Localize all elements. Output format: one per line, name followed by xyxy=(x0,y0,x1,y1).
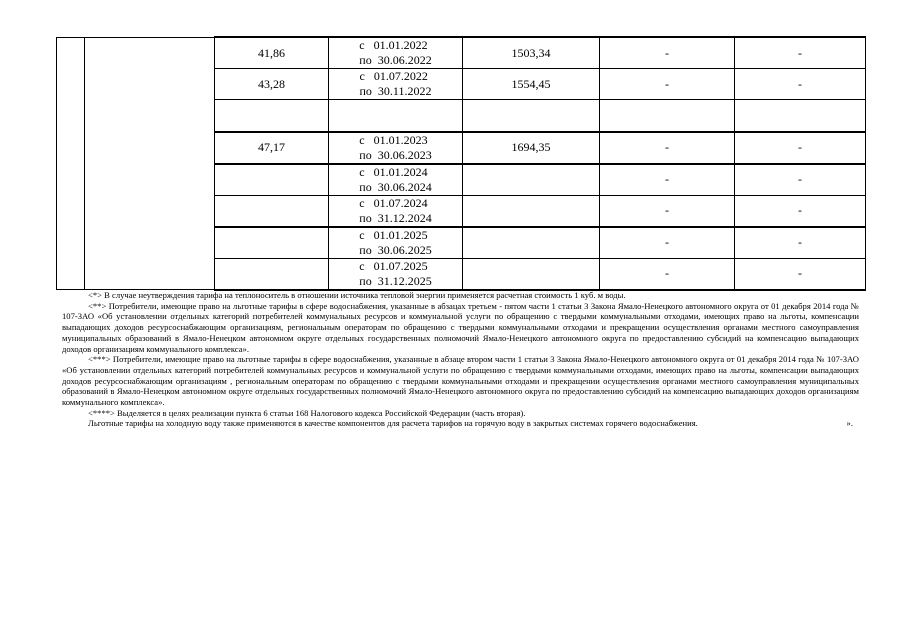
col6-value: - xyxy=(735,37,866,69)
col6-value: - xyxy=(735,258,866,290)
period-cell xyxy=(329,164,463,196)
col5-value: - xyxy=(600,37,735,69)
footnotes xyxy=(62,290,859,429)
period-to: по 31.12.2024 xyxy=(359,210,432,225)
col6-value: - xyxy=(735,164,866,196)
period-from: с 01.01.2022 xyxy=(359,38,428,52)
tariff-value xyxy=(215,100,329,132)
table-row xyxy=(57,37,866,69)
tariff-value xyxy=(215,195,329,227)
footnote-5-text: Льготные тарифы на холодную воду также применяются в качестве компонентов для расчета тарифов на горячую воду в закрытых системах горячего водоснабжения. xyxy=(88,418,698,429)
period-from: с 01.01.2024 xyxy=(359,164,428,179)
tariff-table xyxy=(56,36,866,291)
period-cell xyxy=(329,132,463,164)
tariff-value xyxy=(215,227,329,259)
period-to: по 30.11.2022 xyxy=(359,84,432,98)
closing-quote-mark: ». xyxy=(846,418,853,429)
period-from: с 01.07.2024 xyxy=(359,195,428,210)
col6-value: - xyxy=(735,69,866,100)
period-to: по 31.12.2025 xyxy=(359,273,432,288)
period-from: с 01.01.2023 xyxy=(359,132,428,147)
period-cell xyxy=(329,69,463,100)
col5-value: - xyxy=(600,132,735,164)
col5-value: - xyxy=(600,227,735,259)
col6-value: - xyxy=(735,132,866,164)
amount-value: 1694,35 xyxy=(463,132,600,164)
amount-value xyxy=(463,100,600,132)
period-cell xyxy=(329,258,463,290)
footnote-4: <****> Выделяется в целях реализации пункта 6 статьи 168 Налогового кодекса Российской Федерации (часть вторая). xyxy=(88,407,526,418)
footnote-5 xyxy=(62,418,859,429)
col6-value: - xyxy=(735,195,866,227)
tariff-value: 43,28 xyxy=(215,69,329,100)
period-from: с 01.07.2025 xyxy=(359,258,428,273)
footnote-2: <**> Потребители, имеющие право на льготные тарифы в сфере водоснабжения, указанные в абзацах третьем - пятом части 1 статьи 3 Закона Ямало-Ненецкого автономного округа от 01 декабря 2014 года № 107-ЗАО «Об установлении отдельных категорий потребителей коммунальных ресурсов и коммунальной услуги по обращению с твердыми коммунальными отходами, имеющих право на льготы, компенсации выпадающих доходов ресурсоснабжающим организациям, региональным операторам по обращению с твердыми коммунальными отходами и прекращении осуществления органами местного самоуправления муниципальных образований в Ямало-Ненецком автономном округе отдельных государственных полномочий Ямало-Ненецкого автономного округа по предоставлению субсидий на компенсацию выпадающих доходов организациям коммунального комплекса». xyxy=(62,300,859,354)
amount-value xyxy=(463,195,600,227)
period-cell xyxy=(329,195,463,227)
col6-value: - xyxy=(735,227,866,259)
period-to: по 30.06.2023 xyxy=(359,147,432,162)
merged-cell-number xyxy=(57,37,85,290)
col5-value: - xyxy=(600,69,735,100)
tariff-value xyxy=(215,258,329,290)
col5-value xyxy=(600,100,735,132)
period-from: с 01.01.2025 xyxy=(359,227,428,242)
col5-value: - xyxy=(600,164,735,196)
col5-value: - xyxy=(600,258,735,290)
period-to: по 30.06.2025 xyxy=(359,242,432,257)
period-to: по 30.06.2022 xyxy=(359,53,432,67)
tariff-value: 41,86 xyxy=(215,37,329,69)
col6-value xyxy=(735,100,866,132)
period-to: по 30.06.2024 xyxy=(359,179,432,194)
footnote-3: <***> Потребители, имеющие право на льготные тарифы в сфере водоснабжения, указанные в абзаце втором части 1 статьи 3 Закона Ямало-Ненецкого автономного округа от 01 декабря 2014 года № 107-ЗАО «Об установлении отдельных категорий потребителей коммунальных ресурсов и коммунальной услуги по обращению с твердыми коммунальными отходами, имеющих право на льготы, компенсации выпадающих доходов ресурсоснабжающим организациям , региональным операторам по обращению с твердыми коммунальными отходами и прекращении осуществления органами местного самоуправления муниципальных образований в Ямало-Ненецком автономном округе отдельных государственных полномочий Ямало-Ненецкого автономного округа по предоставлению субсидий на компенсацию выпадающих доходов организациям коммунального комплекса». xyxy=(62,354,859,408)
tariff-value: 47,17 xyxy=(215,132,329,164)
period-cell xyxy=(329,37,463,69)
amount-value xyxy=(463,258,600,290)
footnote-1: <*> В случае неутверждения тарифа на теплоноситель в отношении источника тепловой энергии применяется расчетная стоимость 1 куб. м воды. xyxy=(88,290,626,300)
period-from: с 01.07.2022 xyxy=(359,69,428,83)
amount-value: 1503,34 xyxy=(463,37,600,69)
merged-cell-name xyxy=(85,37,215,290)
amount-value xyxy=(463,164,600,196)
period-cell xyxy=(329,227,463,259)
col5-value: - xyxy=(600,195,735,227)
amount-value xyxy=(463,227,600,259)
tariff-value xyxy=(215,164,329,196)
period-cell xyxy=(329,100,463,132)
amount-value: 1554,45 xyxy=(463,69,600,100)
